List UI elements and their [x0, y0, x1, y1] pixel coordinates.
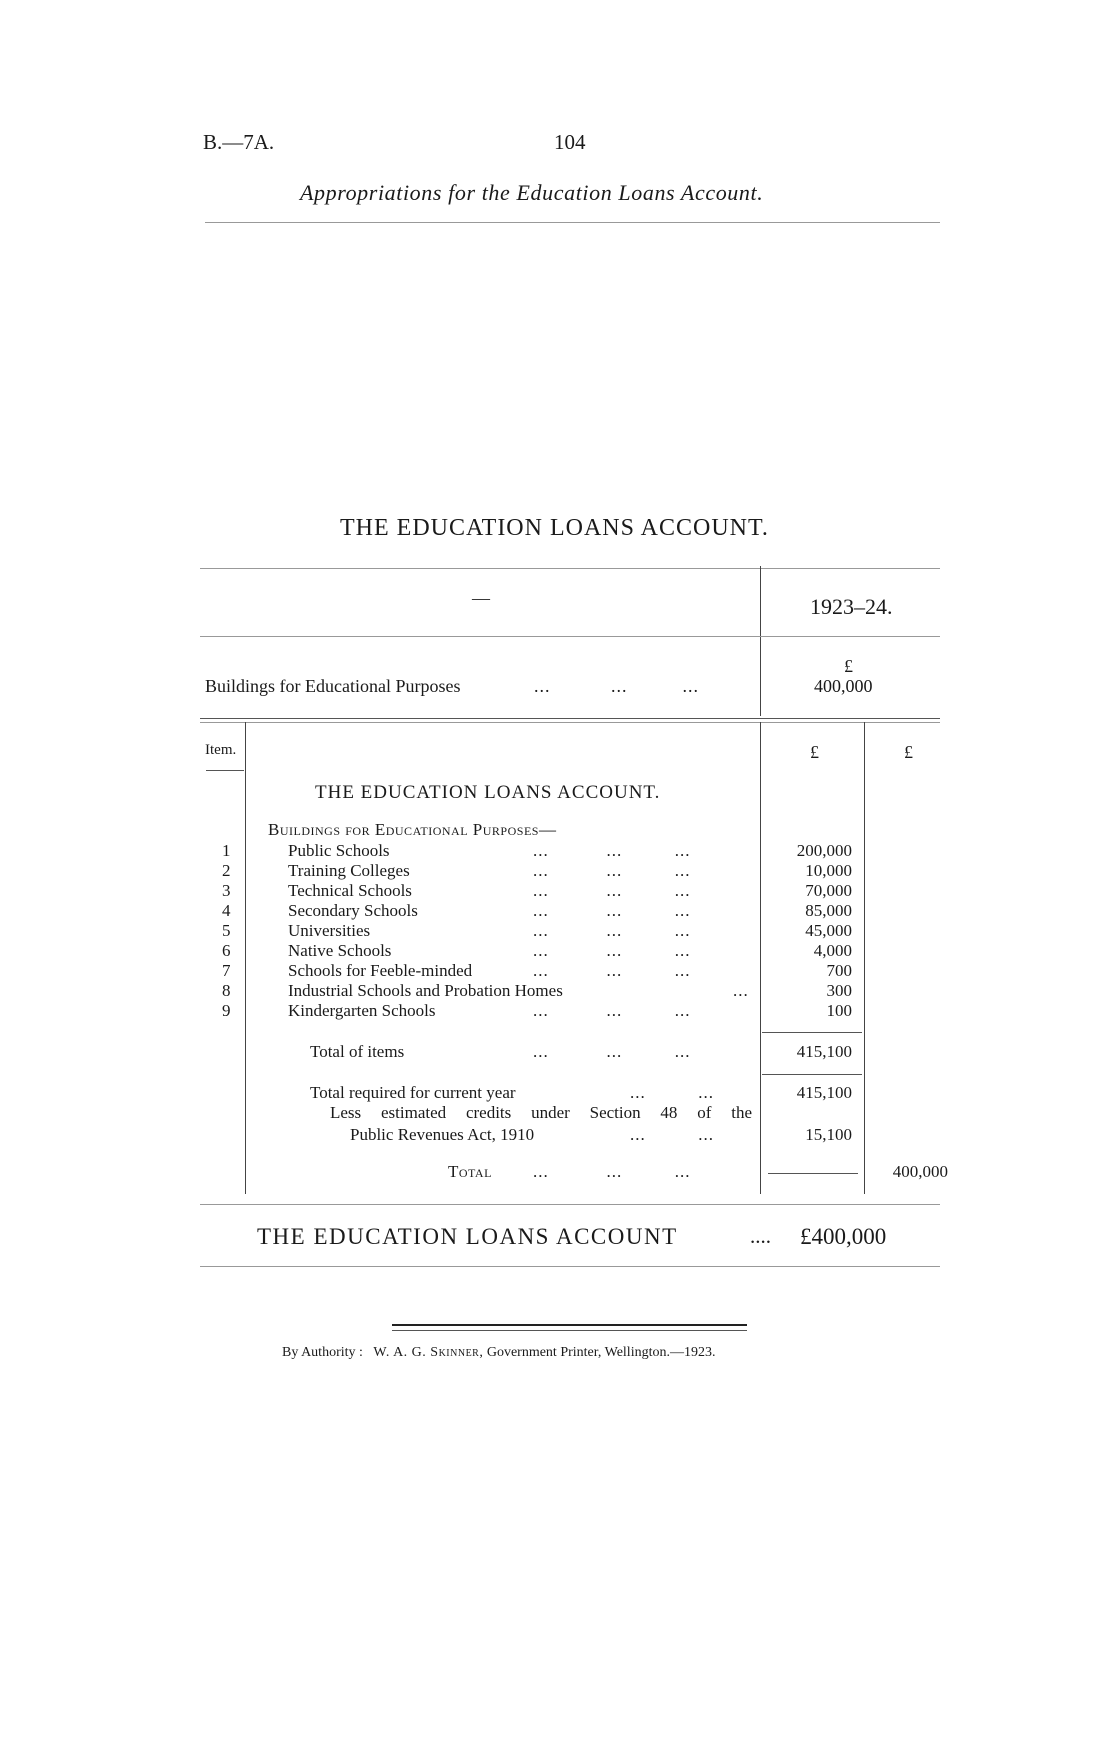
item-number: 8 [222, 981, 231, 1000]
item-leader: ... ... ... [533, 901, 691, 920]
total-column-currency: £ [904, 742, 913, 762]
item-number: 1 [222, 841, 231, 860]
summary-header-rule [200, 636, 940, 637]
item-leader: ... ... ... [533, 1001, 691, 1020]
imprint-prefix: By Authority : [282, 1345, 363, 1360]
total-of-items-leader: ... ... ... [533, 1042, 691, 1061]
imprint-printer-name: W. A. G. Skinner, [373, 1345, 484, 1360]
item-number: 6 [222, 941, 231, 960]
item-label: Training Colleges [288, 861, 410, 880]
item-amount: 10,000 [805, 861, 852, 880]
less-credits-label-line-1: Less estimated credits under Section 48 of the [330, 1103, 752, 1122]
item-number: 4 [222, 901, 231, 920]
item-leader: ... ... ... [533, 941, 691, 960]
total-required-value: 415,100 [796, 1083, 852, 1102]
item-leader: ... [733, 981, 749, 1000]
item-number: 9 [222, 1001, 231, 1020]
less-credits-label-line-2: Public Revenues Act, 1910 [350, 1125, 535, 1144]
total-required-leader: ... ... [630, 1083, 714, 1102]
grand-total-leader: ... ... ... [533, 1162, 691, 1181]
summary-year-header: 1923–24. [810, 594, 893, 619]
item-amount: 700 [826, 961, 852, 980]
footer-total-label: THE EDUCATION LOANS ACCOUNT [257, 1224, 678, 1249]
imprint-rule-top [392, 1324, 747, 1326]
total-of-items-rule [762, 1074, 862, 1075]
item-label: Schools for Feeble-minded [288, 961, 473, 980]
total-required-label: Total required for current year [310, 1083, 516, 1102]
item-label: Industrial Schools and Probation Homes [288, 981, 563, 1000]
item-column-header: Item. [205, 742, 237, 758]
summary-top-rule [200, 568, 940, 569]
summary-column-divider [760, 566, 761, 716]
section-heading: Buildings for Educational Purposes— [268, 820, 557, 839]
item-number: 7 [222, 961, 231, 980]
item-leader: ... ... ... [533, 961, 691, 980]
summary-blank-column-header: — [472, 588, 490, 608]
imprint-rule-bottom [392, 1330, 747, 1331]
page-number: 104 [554, 130, 586, 154]
item-number: 2 [222, 861, 231, 880]
footer-total-value: £400,000 [800, 1224, 887, 1249]
total-column-divider [864, 722, 865, 1194]
item-leader: ... ... ... [533, 841, 691, 860]
less-credits-leader: ... ... [630, 1125, 714, 1144]
item-number: 5 [222, 921, 231, 940]
item-amount: 4,000 [813, 941, 852, 960]
item-amount: 200,000 [796, 841, 852, 860]
footer-total-rule [200, 1266, 940, 1267]
item-label: Kindergarten Schools [288, 1001, 436, 1020]
detail-title: THE EDUCATION LOANS ACCOUNT. [315, 782, 661, 803]
grand-total-value: 400,000 [892, 1162, 948, 1181]
imprint-rest: Government Printer, Wellington.—1923. [486, 1345, 716, 1360]
item-amount: 300 [826, 981, 852, 1000]
item-label: Technical Schools [288, 881, 412, 900]
footer-total-leader: .... [750, 1224, 771, 1248]
item-amount: 100 [826, 1001, 852, 1020]
grand-total-label: Total [448, 1162, 492, 1181]
item-label: Native Schools [288, 941, 392, 960]
item-leader: ... ... ... [533, 861, 691, 880]
summary-bottom-rule [200, 718, 940, 719]
summary-row-label: Buildings for Educational Purposes [205, 676, 461, 696]
total-of-items-label: Total of items [310, 1042, 405, 1061]
grand-total-dash [768, 1173, 858, 1174]
detail-bottom-rule [200, 1204, 940, 1205]
item-leader: ... ... ... [533, 881, 691, 900]
summary-row-leader: ... ... ... [534, 676, 699, 696]
items-subtotal-rule [762, 1032, 862, 1033]
item-header-underline [206, 770, 244, 771]
item-label: Universities [288, 921, 371, 940]
document-reference: B.—7A. [203, 130, 275, 154]
imprint [282, 1345, 715, 1361]
header-rule [205, 222, 940, 223]
total-of-items-value: 415,100 [796, 1042, 852, 1061]
item-label: Secondary Schools [288, 901, 418, 920]
item-amount: 85,000 [805, 901, 852, 920]
item-label: Public Schools [288, 841, 390, 860]
item-amount: 70,000 [805, 881, 852, 900]
summary-bottom-rule-2 [200, 722, 940, 723]
less-credits-value: 15,100 [805, 1125, 852, 1144]
summary-currency: £ [844, 656, 853, 676]
item-number: 3 [222, 881, 231, 900]
item-leader: ... ... ... [533, 921, 691, 940]
summary-title: THE EDUCATION LOANS ACCOUNT. [340, 515, 769, 541]
amount-column-currency: £ [810, 742, 819, 762]
summary-row-value: 400,000 [814, 676, 873, 696]
item-amount: 45,000 [805, 921, 852, 940]
page-subtitle: Appropriations for the Education Loans Account. [300, 180, 764, 205]
item-column-divider [245, 722, 246, 1194]
